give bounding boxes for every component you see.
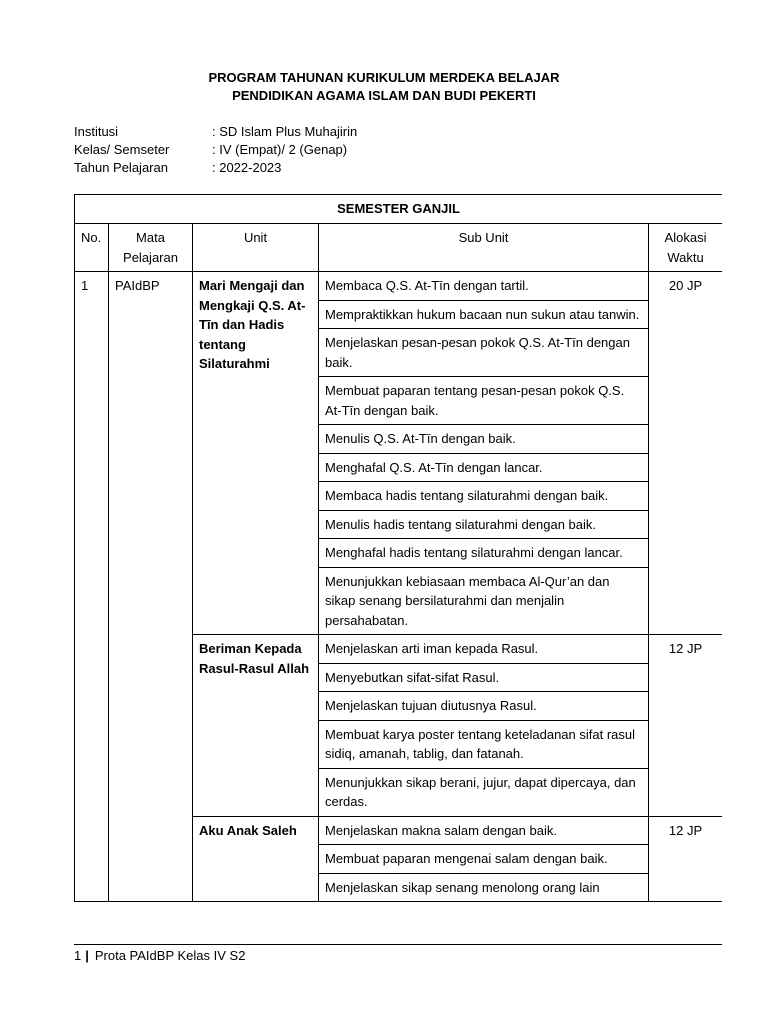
header-mata-pelajaran: Mata Pelajaran xyxy=(109,224,193,272)
program-table xyxy=(74,194,722,902)
semester-row xyxy=(75,195,723,224)
cell-sub-unit: Membuat paparan tentang pesan-pesan pokok Q.S. At-Tīn dengan baik. xyxy=(319,377,649,425)
header-no: No. xyxy=(75,224,109,272)
document-title-line-2: PENDIDIKAN AGAMA ISLAM DAN BUDI PEKERTI xyxy=(232,88,536,103)
info-value: : SD Islam Plus Muhajirin xyxy=(212,124,358,139)
footer-text: Prota PAIdBP Kelas IV S2 xyxy=(94,948,246,963)
cell-sub-unit: Menghafal hadis tentang silaturahmi dengan lancar. xyxy=(319,539,649,568)
header-sub-unit: Sub Unit xyxy=(319,224,649,272)
cell-no: 1 xyxy=(75,272,109,902)
page-footer xyxy=(74,947,245,965)
info-value: : 2022-2023 xyxy=(212,160,282,175)
info-value: : IV (Empat)/ 2 (Genap) xyxy=(212,142,348,157)
cell-unit: Aku Anak Saleh xyxy=(193,816,319,902)
program-table-container xyxy=(74,194,722,945)
cell-unit: Mari Mengaji dan Mengkaji Q.S. At-Tīn dan Hadis tentang Silaturahmi xyxy=(193,272,319,635)
cell-sub-unit: Menunjukkan kebiasaan membaca Al-Qur’an dan sikap senang bersilaturahmi dan menjalin persahabatan. xyxy=(319,567,649,635)
cell-sub-unit: Menjelaskan sikap senang menolong orang lain xyxy=(319,873,649,902)
cell-sub-unit: Mempraktikkan hukum bacaan nun sukun atau tanwin. xyxy=(319,300,649,329)
cell-sub-unit: Menjelaskan makna salam dengan baik. xyxy=(319,816,649,845)
footer-separator: | xyxy=(85,948,89,963)
cell-sub-unit: Membuat karya poster tentang keteladanan sifat rasul sidiq, amanah, tablig, dan fatanah. xyxy=(319,720,649,768)
table-row xyxy=(75,272,723,301)
cell-sub-unit: Menjelaskan arti iman kepada Rasul. xyxy=(319,635,649,664)
header-alokasi-waktu: Alokasi Waktu xyxy=(649,224,723,272)
cell-sub-unit: Membaca Q.S. At-Tīn dengan tartil. xyxy=(319,272,649,301)
cell-sub-unit: Menghafal Q.S. At-Tīn dengan lancar. xyxy=(319,453,649,482)
cell-sub-unit: Menunjukkan sikap berani, jujur, dapat dipercaya, dan cerdas. xyxy=(319,768,649,816)
cell-unit: Beriman Kepada Rasul-Rasul Allah xyxy=(193,635,319,817)
header-unit: Unit xyxy=(193,224,319,272)
cell-sub-unit: Membaca hadis tentang silaturahmi dengan baik. xyxy=(319,482,649,511)
info-label: Kelas/ Semseter xyxy=(74,142,170,157)
cell-alokasi-waktu: 20 JP xyxy=(649,272,723,635)
semester-label: SEMESTER GANJIL xyxy=(75,195,723,224)
cell-alokasi-waktu: 12 JP xyxy=(649,816,723,902)
cell-sub-unit: Menyebutkan sifat-sifat Rasul. xyxy=(319,663,649,692)
info-label: Institusi xyxy=(74,124,119,139)
document-title-line-1: PROGRAM TAHUNAN KURIKULUM MERDEKA BELAJAR xyxy=(208,70,560,85)
cell-sub-unit: Menulis Q.S. At-Tīn dengan baik. xyxy=(319,425,649,454)
cell-sub-unit: Menjelaskan tujuan diutusnya Rasul. xyxy=(319,692,649,721)
cell-sub-unit: Menjelaskan pesan-pesan pokok Q.S. At-Tīn dengan baik. xyxy=(319,329,649,377)
cell-mata-pelajaran: PAIdBP xyxy=(109,272,193,902)
info-label: Tahun Pelajaran xyxy=(74,160,168,175)
table-header-row xyxy=(75,224,723,272)
cell-sub-unit: Menulis hadis tentang silaturahmi dengan baik. xyxy=(319,510,649,539)
cell-sub-unit: Membuat paparan mengenai salam dengan baik. xyxy=(319,845,649,874)
cell-alokasi-waktu: 12 JP xyxy=(649,635,723,817)
page-number: 1 xyxy=(74,948,82,963)
